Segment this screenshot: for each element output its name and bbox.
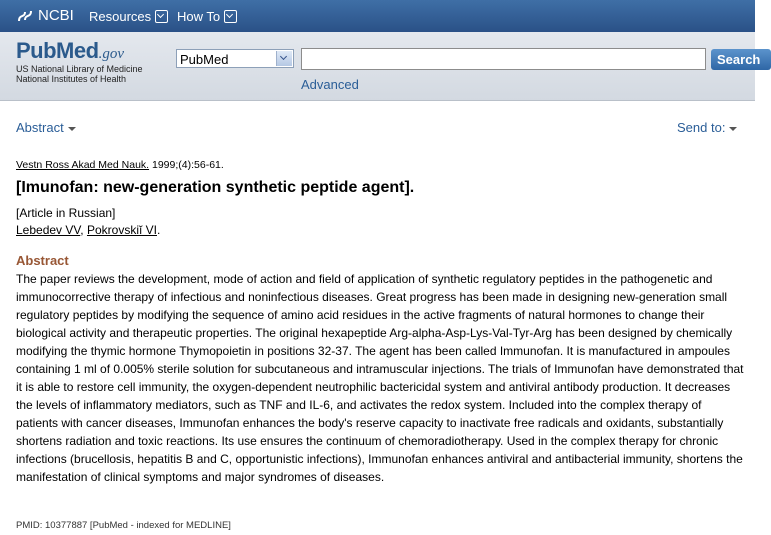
- chevron-down-icon: [224, 10, 237, 23]
- journal-link[interactable]: Vestn Ross Akad Med Nauk.: [16, 159, 150, 171]
- format-menu[interactable]: [16, 120, 76, 135]
- citation: [16, 159, 224, 171]
- author-link[interactable]: Pokrovskiĭ VI: [86, 223, 157, 237]
- abstract-heading: Abstract: [16, 253, 69, 268]
- database-select[interactable]: [176, 49, 294, 68]
- advanced-search-link[interactable]: Advanced: [301, 77, 359, 92]
- author-link[interactable]: Lebedev VV: [16, 223, 81, 237]
- logo-main-text: PubMed: [16, 38, 99, 63]
- howto-label: How To: [177, 9, 221, 24]
- ncbi-label: NCBI: [38, 7, 74, 24]
- abstract-text: The paper reviews the development, mode of action and field of application of synthetic regulatory peptides in the pathogenetic and immunocorrective therapy of infectious and noninfectious diseases. Great progress has been made in designing new-generation small regulatory peptides by modifying the sequence of amino acid residues in the active fragments of natural hormones to change their biological activity and therapeutic properties. The original hexapeptide Arg-alpha-Asp-Lys-Val-Tyr-Arg has been designed by chemically modifying the thymic hormone Thymopoietin in positions 32-37. The agent has been called Immunofan. It is manufactured in ampoules containing 1 ml of 0.005% sterile solution for subcutaneous and intramuscular injections. The trials of Immunofan have demonstrated that it is able to restore cell immunity, the oxygen-dependent neutrophilic bactericidal system and antiviral antibody production. It decreases the levels of inflammatory mediators, such as TNF and IL-6, and activates the redox system. Included into the complex therapy of patients with cancer diseases, Immunofan enhances the body's reserve capacity to inactivate free radicals and oxidants, substantially shortens radiation and toxic reactions. Its use ensures the continuum of chemoradiotherapy. Used in the complex therapy for chronic infections (brucellosis, hepatitis B and C, opportunistic infections), Immunofan enhances antiviral and antibacterial immunity, shortens the manifestation of clinical symptoms and major syndromes of diseases.: [16, 272, 744, 484]
- search-input[interactable]: [301, 48, 706, 70]
- chevron-down-icon: [155, 10, 168, 23]
- database-select-value: PubMed: [180, 52, 229, 67]
- logo-line-2: National Institutes of Health: [16, 74, 127, 84]
- dropdown-arrow-icon: [276, 51, 292, 66]
- format-label: Abstract: [16, 120, 64, 135]
- pmid-line: PMID: 10377887 [PubMed - indexed for MEDLINE]: [16, 520, 231, 531]
- ncbi-top-bar: [0, 0, 755, 32]
- pubmed-logo[interactable]: [16, 38, 143, 84]
- author-separator: ,: [80, 223, 87, 237]
- citation-details: 1999;(4):56-61.: [149, 159, 224, 171]
- article-title: [Imunofan: new-generation synthetic peptide agent].: [16, 179, 415, 196]
- search-button[interactable]: Search: [711, 49, 771, 70]
- logo-line-1: US National Library of Medicine: [16, 64, 143, 74]
- caret-down-icon: [729, 127, 737, 131]
- howto-menu[interactable]: [177, 9, 237, 24]
- send-to-label: Send to:: [677, 120, 726, 135]
- author-list: [16, 223, 160, 237]
- author-list-end: .: [157, 223, 161, 237]
- resources-label: Resources: [89, 9, 152, 24]
- logo-gov-text: .gov: [98, 46, 124, 62]
- ncbi-home-link[interactable]: [16, 7, 74, 24]
- send-to-menu[interactable]: [677, 120, 737, 135]
- language-note: [Article in Russian]: [16, 206, 116, 220]
- ncbi-logo-icon: [16, 8, 34, 24]
- resources-menu[interactable]: [89, 9, 168, 24]
- caret-down-icon: [68, 127, 76, 131]
